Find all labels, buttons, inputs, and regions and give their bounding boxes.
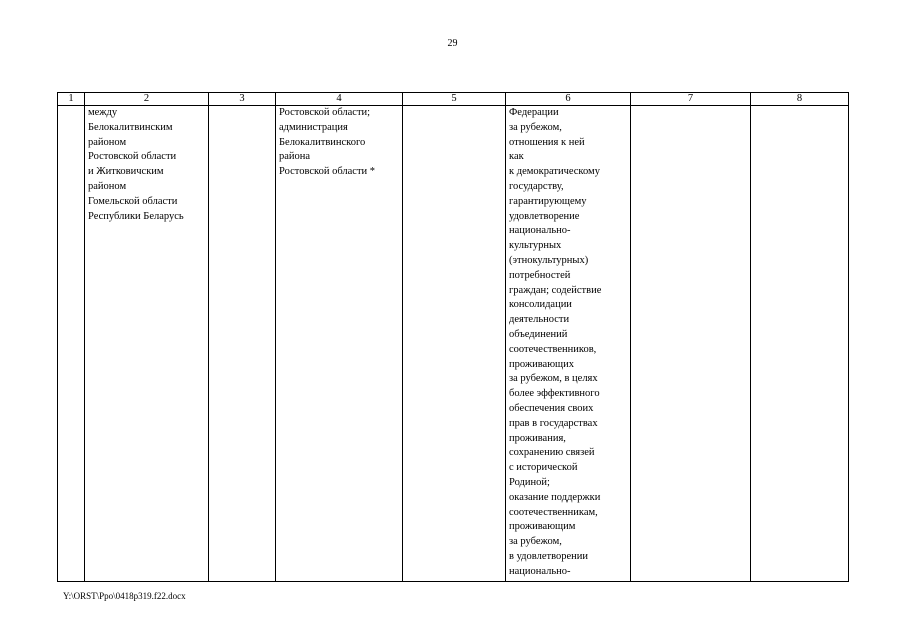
cell-col-5	[403, 106, 506, 582]
page-number: 29	[447, 38, 458, 49]
column-header-8: 8	[751, 93, 849, 106]
cell-col-3	[209, 106, 276, 582]
column-header-7: 7	[631, 93, 751, 106]
footer-file-path: Y:\ORST\Ppo\0418p319.f22.docx	[63, 591, 186, 601]
column-header-4: 4	[276, 93, 403, 106]
column-header-6: 6	[506, 93, 631, 106]
column-header-1: 1	[58, 93, 85, 106]
column-header-3: 3	[209, 93, 276, 106]
table-row	[58, 106, 849, 582]
cell-col-7	[631, 106, 751, 582]
cell-col-1	[58, 106, 85, 582]
cell-col-8	[751, 106, 849, 582]
column-header-2: 2	[85, 93, 209, 106]
cell-col-2: между Белокалитвинским районом Ростовской области и Житковичским районом Гомельской области Республики Беларусь	[85, 106, 209, 582]
column-header-5: 5	[403, 93, 506, 106]
document-table	[57, 92, 849, 582]
cell-col-6: Федерации за рубежом, отношения к ней как к демократическому государству, гарантирующему удовлетворение национально- культурных (этнокультурных) потребностей граждан; содействие консолидации деятельности объединений соотечественников, проживающих за рубежом, в целях более эффективного обеспечения своих прав в государствах проживания, сохранению связей с исторической Родиной; оказание поддержки соотечественникам, проживающим за рубежом, в удовлетворении национально-	[506, 106, 631, 582]
cell-col-4: Ростовской области; администрация Белокалитвинского района Ростовской области *	[276, 106, 403, 582]
table-header-row	[58, 93, 849, 106]
